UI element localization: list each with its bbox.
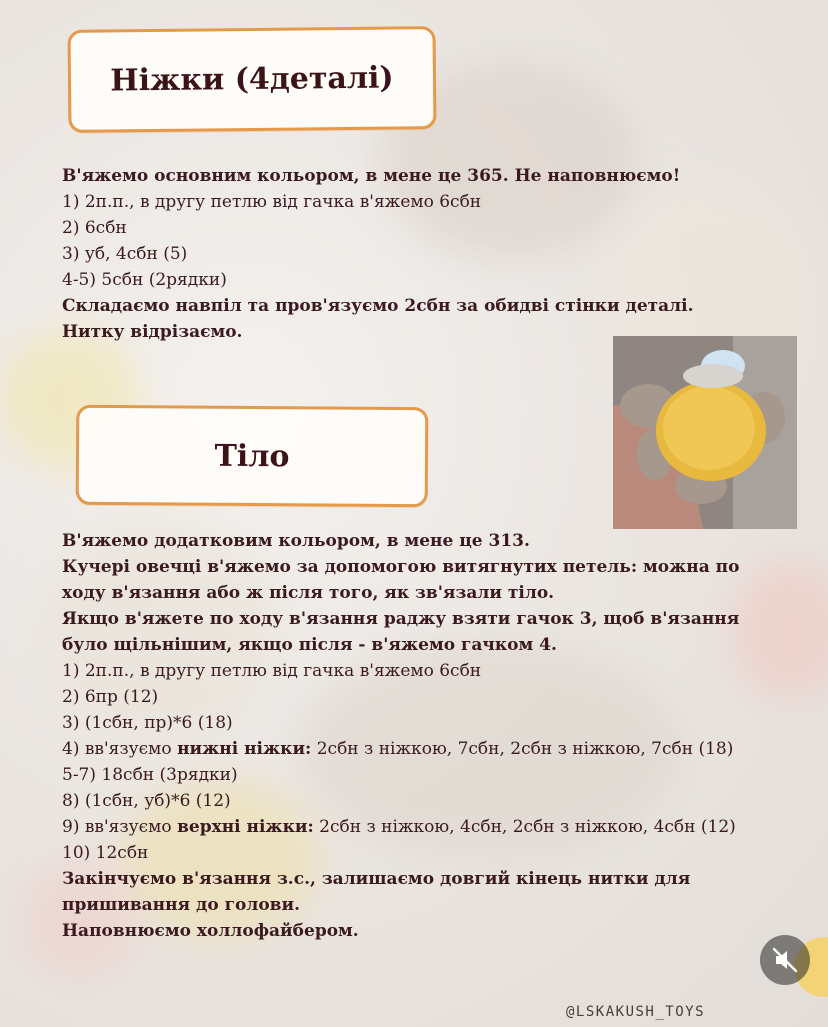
instruction-line: 3) (1сбн, пр)*6 (18)	[62, 713, 233, 733]
instruction-line: Складаємо навпіл та пров'язуємо 2сбн за обидві стінки деталі.	[62, 296, 694, 316]
instruction-line: Нитку відрізаємо.	[62, 322, 243, 342]
legs-instructions	[62, 163, 694, 345]
crochet-sheep-photo	[613, 336, 797, 529]
instruction-emphasis: нижні ніжки:	[177, 739, 312, 759]
instruction-line: було щільнішим, якщо після - в'яжемо гачком 4.	[62, 635, 557, 655]
instruction-text: 2сбн з ніжкою, 4сбн, 2сбн з ніжкою, 4сбн (12)	[313, 817, 736, 837]
instruction-line: В'яжемо додатковим кольором, в мене це 313.	[62, 531, 530, 551]
section-title-legs	[67, 26, 436, 133]
instruction-line: 2) 6сбн	[62, 218, 127, 238]
instruction-text: 4) вв'язуємо	[62, 739, 178, 759]
instruction-line: 3) уб, 4сбн (5)	[62, 244, 188, 264]
instruction-text: 2сбн з ніжкою, 7сбн, 2сбн з ніжкою, 7сбн (18)	[311, 739, 734, 759]
speaker-muted-icon	[772, 947, 798, 973]
mute-button[interactable]	[760, 935, 810, 985]
body-instructions	[62, 528, 739, 944]
instruction-line	[62, 736, 739, 762]
instruction-emphasis: верхні ніжки:	[177, 817, 314, 837]
instruction-line: В'яжемо основним кольором, в мене це 365. Не наповнюємо!	[62, 166, 681, 186]
instruction-line: Якщо в'яжете по ходу в'язання раджу взяти гачок 3, щоб в'язання	[62, 609, 740, 629]
instruction-line	[62, 814, 739, 840]
photo-illustration	[613, 336, 797, 529]
instruction-line: 8) (1сбн, уб)*6 (12)	[62, 791, 231, 811]
instruction-line: 10) 12сбн	[62, 843, 149, 863]
section-title-body	[76, 405, 429, 507]
instruction-line: 1) 2п.п., в другу петлю від гачка в'яжемо 6сбн	[62, 661, 482, 681]
instruction-line: 1) 2п.п., в другу петлю від гачка в'яжемо 6сбн	[62, 192, 482, 212]
instruction-line: Закінчуємо в'язання з.с., залишаємо довгий кінець нитки для	[62, 869, 691, 889]
section-title-text: Тіло	[214, 438, 290, 474]
section-title-text: Ніжки (4деталі)	[110, 60, 394, 99]
instruction-text: 9) вв'язуємо	[62, 817, 178, 837]
instruction-line: 4-5) 5сбн (2рядки)	[62, 270, 227, 290]
background-blur	[730, 560, 828, 700]
author-handle: @LSKAKUSH_TOYS	[566, 1004, 706, 1020]
instruction-line: ходу в'язання або ж після того, як зв'язали тіло.	[62, 583, 555, 603]
instruction-line: 2) 6пр (12)	[62, 687, 159, 707]
instruction-line: 5-7) 18сбн (3рядки)	[62, 765, 238, 785]
instruction-line: Наповнюємо холлофайбером.	[62, 921, 359, 941]
instruction-line: Кучері овечці в'яжемо за допомогою витягнутих петель: можна по	[62, 557, 740, 577]
instruction-line: пришивання до голови.	[62, 895, 301, 915]
